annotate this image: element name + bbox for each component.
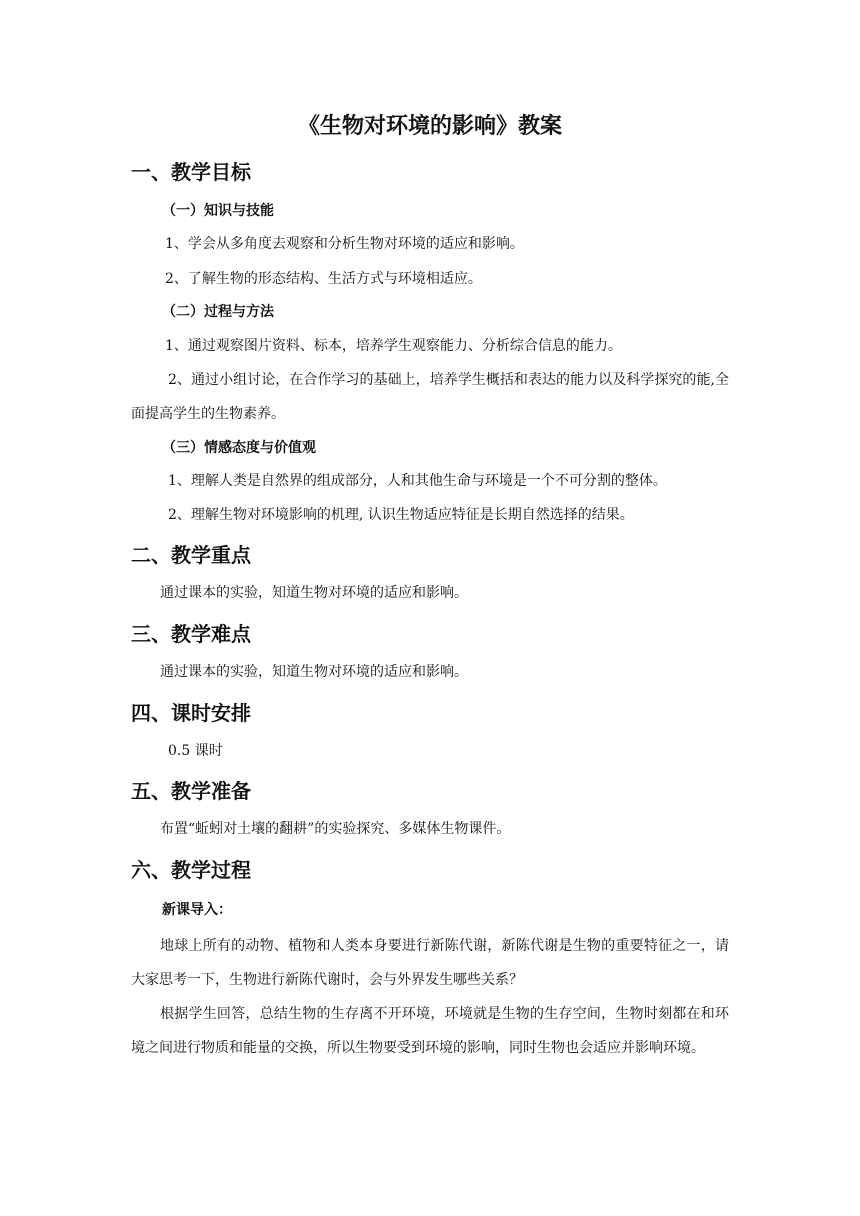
section-heading-focus: 二、教学重点 [131, 543, 251, 567]
section-heading-goals: 一、教学目标 [131, 160, 251, 184]
paragraph-emotion-1: 1、理解人类是自然界的组成部分，人和其他生命与环境是一个不可分割的整体。 [168, 473, 667, 489]
paragraph-process-1: 1、通过观察图片资料、标本，培养学生观察能力、分析综合信息的能力。 [165, 338, 622, 354]
paragraph-focus: 通过课本的实验，知道生物对环境的适应和影响。 [160, 585, 468, 601]
section-heading-difficulty: 三、教学难点 [131, 622, 251, 646]
paragraph-knowledge-2: 2、了解生物的形态结构、生活方式与环境相适应。 [165, 271, 482, 287]
section-heading-preparation: 五、教学准备 [131, 779, 251, 803]
paragraph-schedule: 0.5 课时 [168, 743, 223, 759]
document-title: 《生物对环境的影响》教案 [297, 114, 562, 139]
subsection-knowledge: （一）知识与技能 [162, 203, 274, 219]
paragraph-difficulty: 通过课本的实验，知道生物对环境的适应和影响。 [160, 664, 468, 680]
section-heading-schedule: 四、课时安排 [131, 701, 251, 725]
paragraph-knowledge-1: 1、学会从多角度去观察和分析生物对环境的适应和影响。 [165, 236, 524, 252]
subsection-intro: 新课导入： [162, 902, 232, 918]
subsection-process: （二）过程与方法 [162, 304, 274, 320]
paragraph-intro-1: 地球上所有的动物、植物和人类本身要进行新陈代谢，新陈代谢是生物的重要特征之一，请大家思考一下，生物进行新陈代谢时，会与外界发生哪些关系？ [131, 938, 729, 988]
paragraph-intro-2: 根据学生回答，总结生物的生存离不开环境，环境就是生物的生存空间，生物时刻都在和环境之间进行物质和能量的交换，所以生物要受到环境的影响，同时生物也会适应并影响环境。 [131, 1006, 729, 1056]
paragraph-emotion-2: 2、理解生物对环境影响的机理, 认识生物适应特征是长期自然选择的结果。 [168, 507, 634, 523]
paragraph-process-2: 2、通过小组讨论，在合作学习的基础上，培养学生概括和表达的能力以及科学探究的能,全面提高学生的生物素养。 [131, 372, 729, 422]
paragraph-preparation: 布置“蚯蚓对土壤的翻耕”的实验探究、多媒体生物课件。 [160, 821, 511, 837]
subsection-emotion: （三）情感态度与价值观 [162, 440, 316, 456]
section-heading-process: 六、教学过程 [131, 858, 251, 882]
